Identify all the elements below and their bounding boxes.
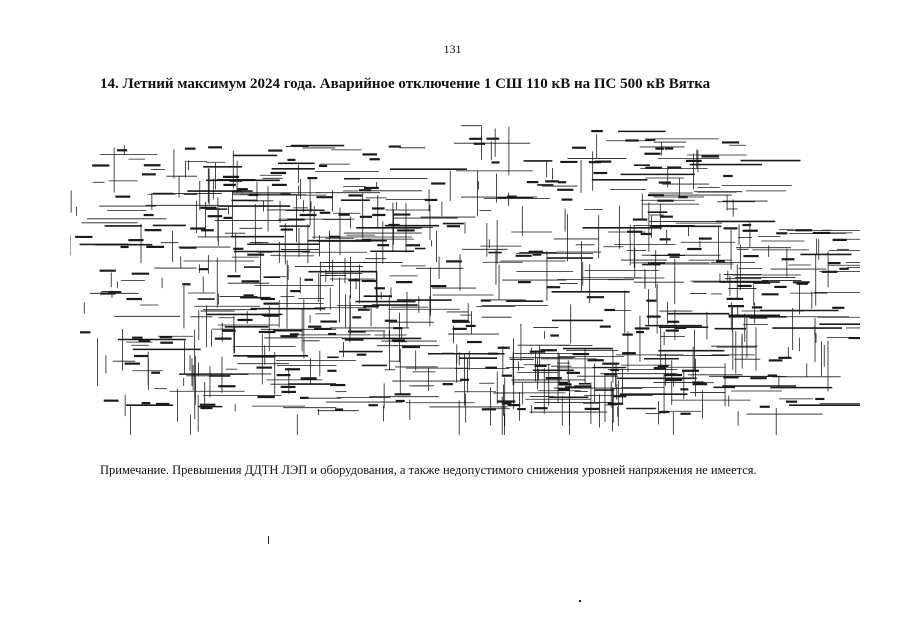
stray-mark (268, 536, 269, 544)
page-number: 131 (443, 42, 462, 56)
network-schematic (70, 115, 860, 435)
note-text: Примечание. Превышения ДДТН ЛЭП и оборудования, а также недопустимого снижения уровней напряжения не имеется. (100, 463, 757, 477)
page-title: 14. Летний максимум 2024 года. Аварийное отключение 1 СШ 110 кВ на ПС 500 кВ Вятка (100, 76, 711, 92)
stray-dot (579, 600, 581, 602)
